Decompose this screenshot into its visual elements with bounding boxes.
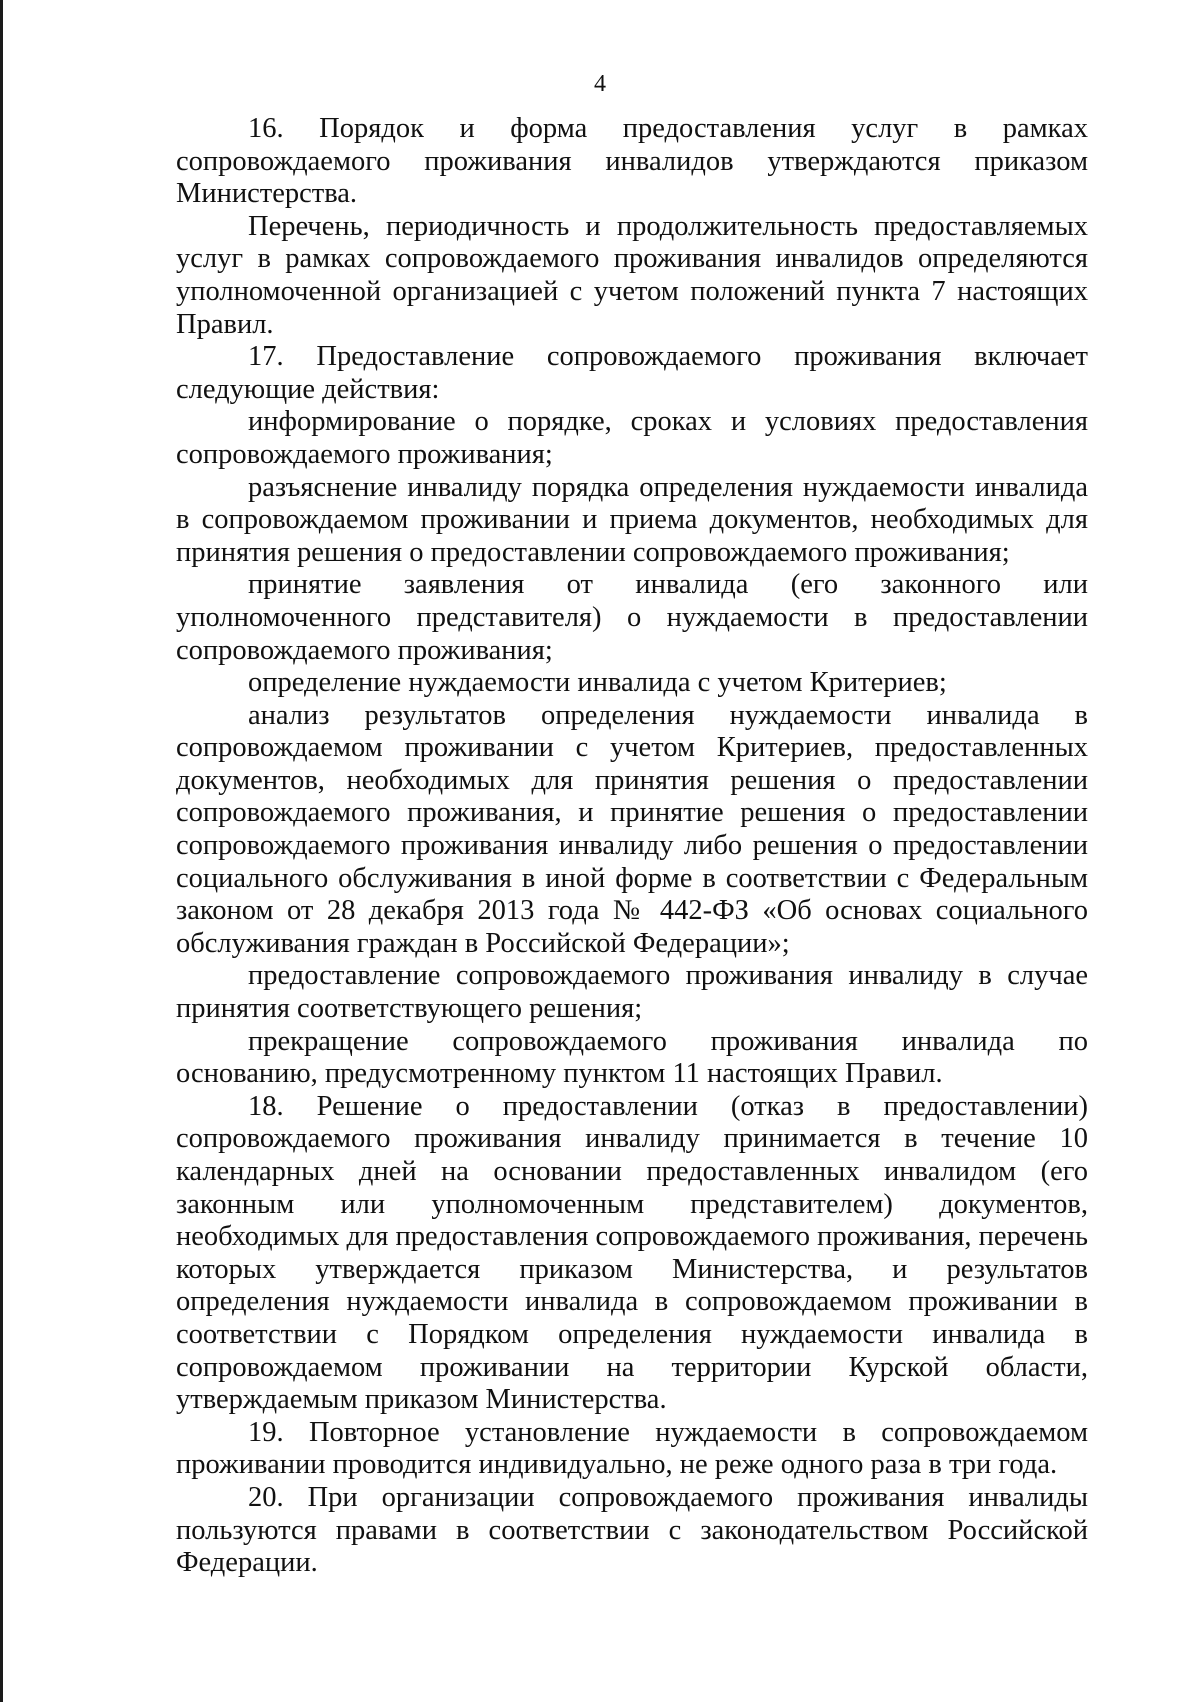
- list-item-analysis: анализ результатов определения нуждаемости инвалида в сопровождаемом проживании с учетом Критериев, предоставленных документов, необходимых для принятия решения о предоставлении сопровождаемого проживания, и принятие решения о предоставлении сопровождаемого проживания инвалиду либо решения о предоставлении социального обслуживания в иной форме в соответствии с Федеральным законом от 28 декабря 2013 года № 442-ФЗ «Об основах социального обслуживания граждан в Российской Федерации»;: [176, 699, 1088, 959]
- paragraph-18: 18. Решение о предоставлении (отказ в предоставлении) сопровождаемого проживания инвалиду принимается в течение 10 календарных дней на основании предоставленных инвалидом (его законным или уполномоченным представителем) документов, необходимых для предоставления сопровождаемого проживания, перечень которых утверждается приказом Министерства, и результатов определения нуждаемости инвалида в сопровождаемом проживании в соответствии с Порядком определения нуждаемости инвалида в сопровождаемом проживании на территории Курской области, утверждаемым приказом Министерства.: [176, 1090, 1088, 1416]
- list-item-provision: предоставление сопровождаемого проживания инвалиду в случае принятия соответствующего решения;: [176, 960, 1088, 1025]
- document-body: [176, 113, 1088, 1580]
- list-item-informing: информирование о порядке, сроках и условиях предоставления сопровождаемого проживания;: [176, 406, 1088, 470]
- paragraph-20: 20. При организации сопровождаемого проживания инвалиды пользуются правами в соответствии с законодательством Российской Федерации.: [176, 1481, 1088, 1579]
- paragraph-17: 17. Предоставление сопровождаемого проживания включает следующие действия:: [176, 341, 1088, 405]
- paragraph-services-list: Перечень, периодичность и продолжительность предоставляемых услуг в рамках сопровождаемого проживания инвалидов определяются уполномоченной организацией с учетом положений пункта 7 настоящих Правил.: [176, 210, 1088, 340]
- list-item-application: принятие заявления от инвалида (его законного или уполномоченного представителя) о нуждаемости в предоставлении сопровождаемого проживания;: [176, 569, 1088, 666]
- paragraph-19: 19. Повторное установление нуждаемости в сопровождаемом проживании проводится индивидуально, не реже одного раза в три года.: [176, 1416, 1088, 1481]
- paragraph-16: 16. Порядок и форма предоставления услуг в рамках сопровождаемого проживания инвалидов утверждаются приказом Министерства.: [176, 113, 1088, 210]
- list-item-explanation: разъяснение инвалиду порядка определения нуждаемости инвалида в сопровождаемом проживании и приема документов, необходимых для принятия решения о предоставлении сопровождаемого проживания;: [176, 471, 1088, 568]
- list-item-termination: прекращение сопровождаемого проживания инвалида по основанию, предусмотренному пунктом 11 настоящих Правил.: [176, 1025, 1088, 1090]
- page-number: 4: [594, 71, 606, 97]
- list-item-determination: определение нуждаемости инвалида с учетом Критериев;: [248, 667, 947, 699]
- scan-left-edge: [0, 0, 3, 1702]
